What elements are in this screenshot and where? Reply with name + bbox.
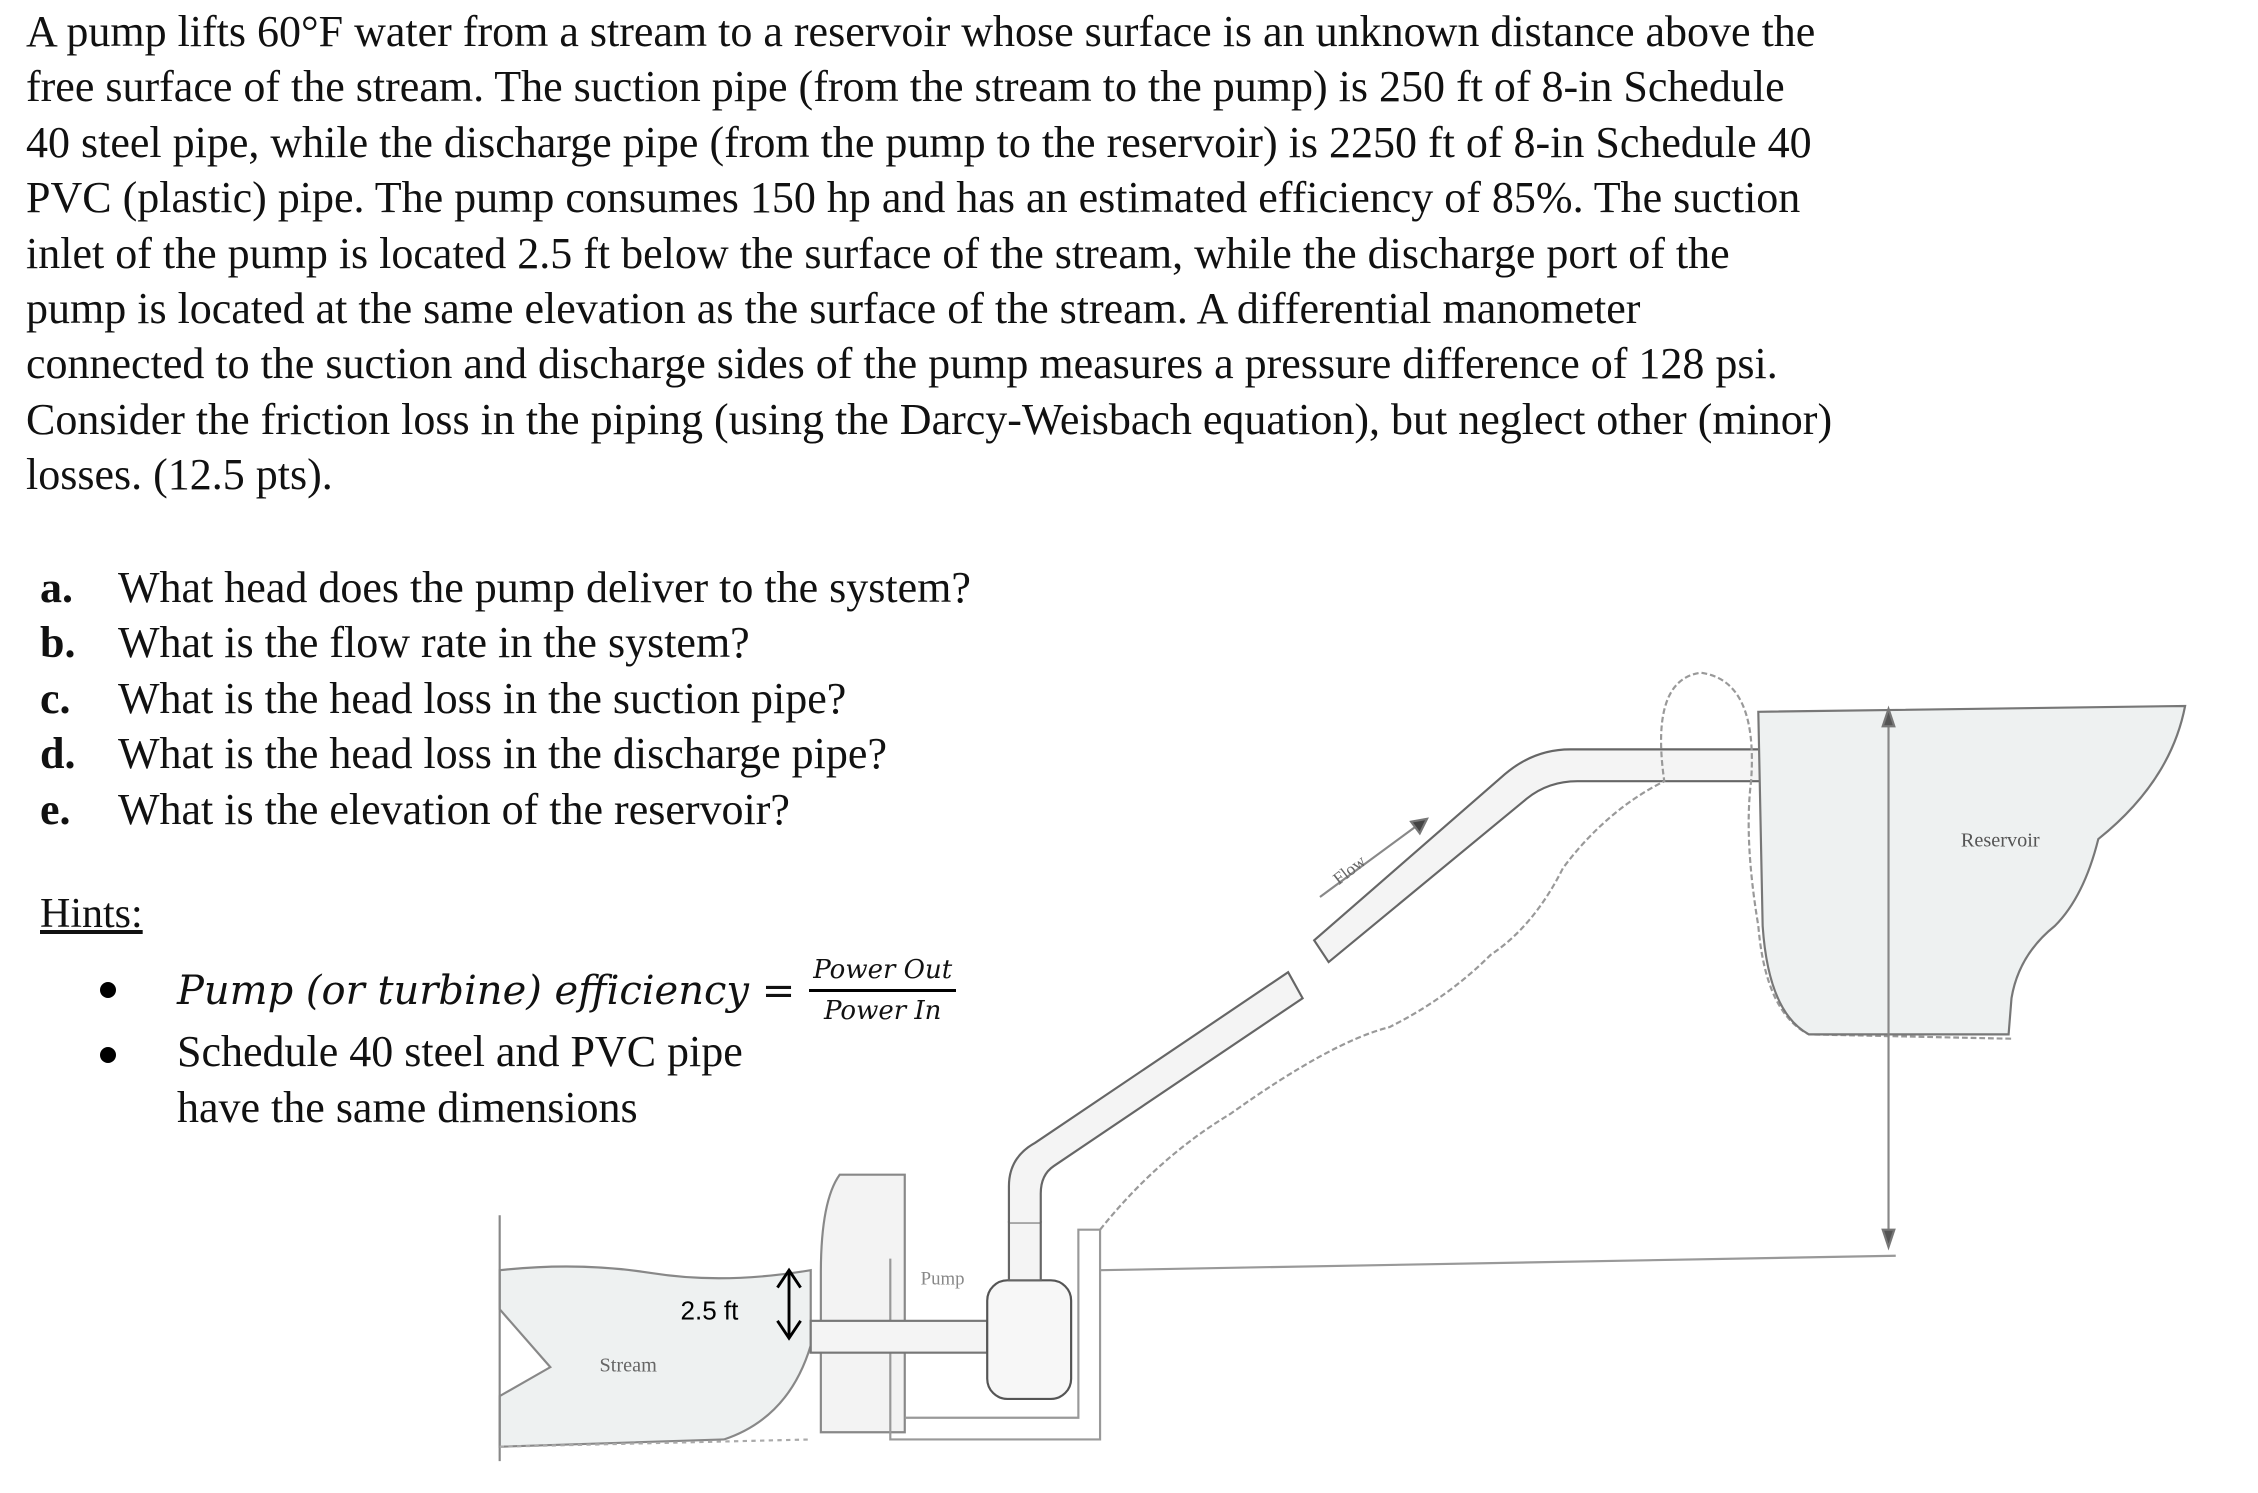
pump-neck	[1009, 1222, 1041, 1280]
discharge-pipe-upper	[1314, 749, 1794, 962]
problem-line: Consider the friction loss in the piping (using the Darcy-Weisbach equation), but neglect other (minor)	[26, 394, 1833, 444]
problem-line: connected to the suction and discharge sides of the pump measures a pressure difference of 128 psi.	[26, 339, 1778, 389]
reservoir-water	[1758, 706, 2185, 1034]
stream-label: Stream	[599, 1354, 657, 1377]
question-e: e. What is the elevation of the reservoir?	[40, 784, 790, 834]
hint-line: have the same dimensions	[177, 1083, 638, 1132]
reservoir-label: Reservoir	[1960, 829, 2040, 852]
problem-line: A pump lifts 60°F water from a stream to a reservoir whose surface is an unknown distance above the	[26, 7, 1816, 56]
flow-arrowhead-icon	[1411, 819, 1427, 833]
retaining-wall	[821, 1175, 905, 1433]
pump-body	[987, 1280, 1071, 1399]
problem-line: losses. (12.5 pts).	[26, 450, 333, 500]
problem-line: PVC (plastic) pipe. The pump consumes 150 hp and has an estimated efficiency of 85%. The suction	[26, 173, 1801, 223]
suction-pipe	[811, 1321, 987, 1353]
formula-numerator: Power Out	[809, 955, 956, 992]
problem-line: pump is located at the same elevation as the surface of the stream. A differential manometer	[26, 284, 1641, 334]
problem-line: 40 steel pipe, while the discharge pipe (from the pump to the reservoir) is 2250 ft of 8-in Schedule 40	[26, 117, 1812, 167]
depth-label: 2.5 ft	[680, 1295, 739, 1326]
hints-title: Hints:	[40, 891, 143, 937]
discharge-elbow	[1009, 972, 1303, 1222]
hint-line: Schedule 40 steel and PVC pipe	[177, 1027, 743, 1076]
question-b: b. What is the flow rate in the system?	[40, 618, 750, 668]
datum-line	[1100, 1256, 1896, 1270]
problem-line: free surface of the stream. The suction pipe (from the stream to the pump) is 250 ft of 8-in Schedule	[26, 62, 1785, 112]
question-a: a. What head does the pump deliver to the system?	[40, 563, 971, 612]
arrow-down-icon	[1883, 1230, 1895, 1247]
problem-line: inlet of the pump is located 2.5 ft below the surface of the stream, while the discharge port of the	[26, 228, 1730, 278]
question-d: d. What is the head loss in the discharge pipe?	[40, 729, 887, 779]
formula-lhs: Pump (or turbine) efficiency =	[177, 967, 796, 1014]
question-c: c. What is the head loss in the suction pipe?	[40, 673, 847, 723]
pump-label: Pump	[920, 1268, 965, 1290]
flow-label: Flow	[1329, 851, 1370, 889]
formula-denominator: Power In	[823, 996, 942, 1026]
